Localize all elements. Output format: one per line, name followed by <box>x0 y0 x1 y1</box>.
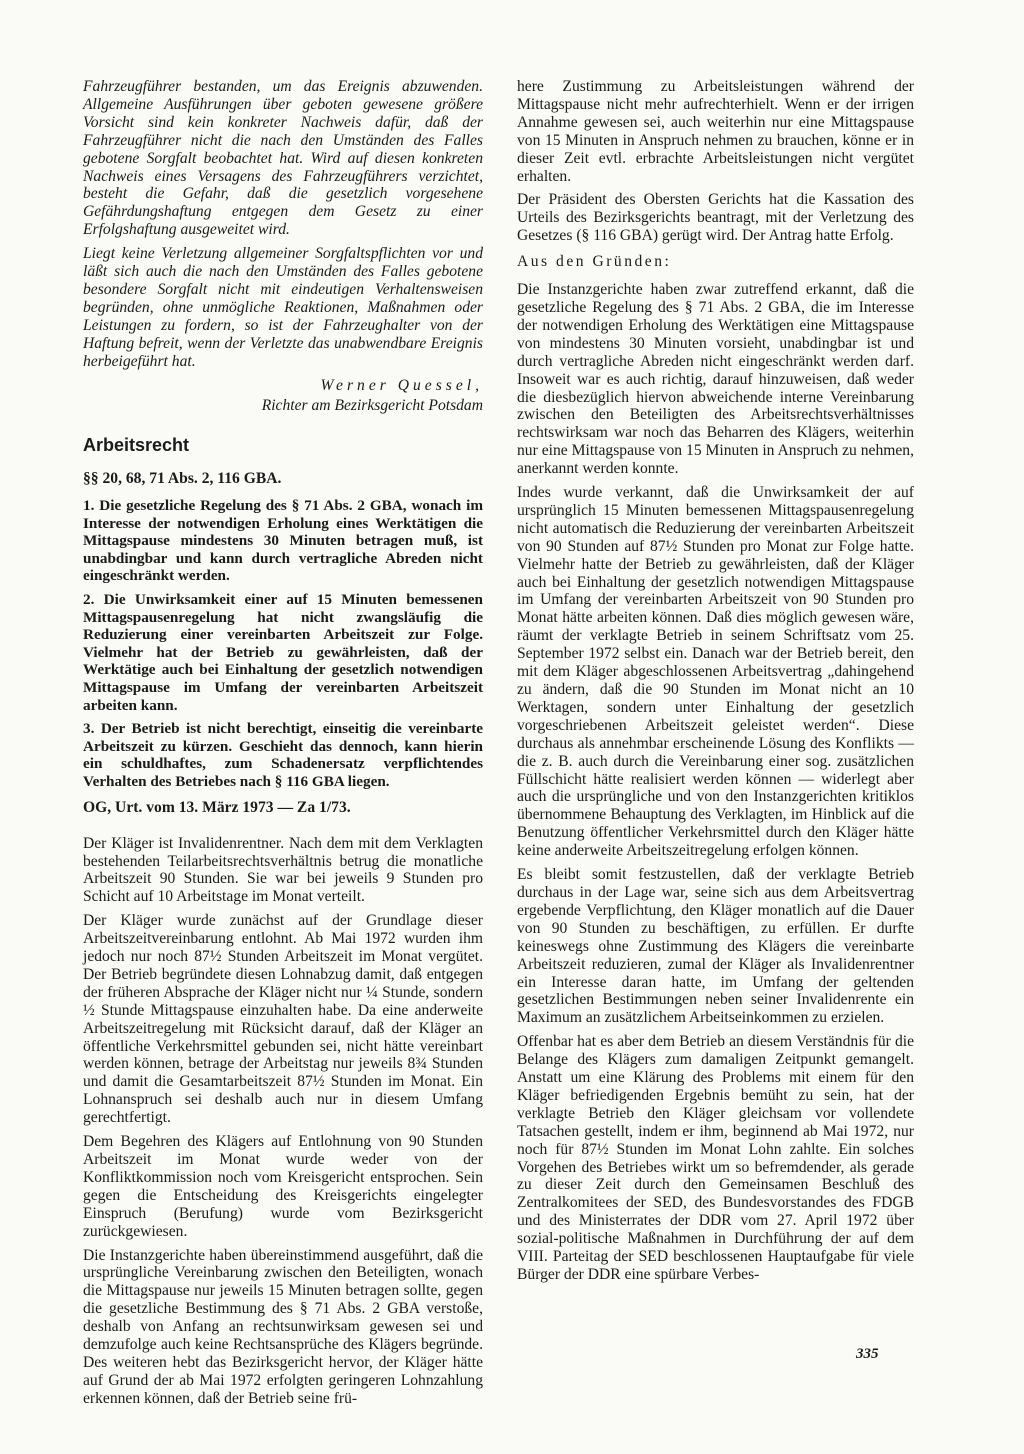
body-paragraph: Der Kläger wurde zunächst auf der Grundlage dieser Arbeitszeitvereinbarung entlohnt. Ab Mai 1972 wurden ihm jedoch nur noch 87½ Stunden Arbeitszeit im Monat vergütet. Der Betrieb begründete diesen Lohnabzug damit, daß entgegen der früheren Absprache der Kläger nicht nur ¼ Stunde, sondern ½ Stunde Mittagspause einzuhalten habe. Da eine anderweite Arbeitszeitregelung mit Rücksicht darauf, daß der Kläger an öffentliche Verkehrsmittel gebunden sei, nicht hätte vereinbart werden können, betrage der Arbeitstag nur jeweils 8¾ Stunden und damit die Gesamtarbeitszeit 87½ Stunden im Monat. Ein Lohnanspruch sei deshalb auch nur in diesem Umfang gerechtfertigt. <box>83 912 483 1127</box>
headnotes <box>83 470 483 791</box>
author-name-text: Werner Quessel, <box>320 376 483 394</box>
headnote-item: 1. Die gesetzliche Regelung des § 71 Abs. 2 GBA, wonach im Interesse der notwendigen Erholung eines Werktätigen die Mittagspause mindestens 30 Minuten betragen muß, ist unabdingbar und kann durch vertragliche Abreden nicht eingeschränkt werden. <box>83 497 483 585</box>
body-paragraph: Offenbar hat es aber dem Betrieb an diesem Verständnis für die Belange des Klägers zum damaligen Zeitpunkt gemangelt. Anstatt um eine Klärung des Problems mit einem für den Kläger befriedigenden Ergebnis bemüht zu sein, hat der verklagte Betrieb den Kläger gleichsam vor vollendete Tatsachen gestellt, indem er ihm, beginnend ab Mai 1972, nur noch für 87½ Stunden im Monat Lohn zahlte. Ein solches Vorgehen des Betriebes wirkt um so befremdender, als gerade zu dieser Zeit durch den Gemeinsamen Beschluß des Zentralkomitees der SED, des Bundesvorstandes des FDGB und des Ministerrates der DDR vom 27. April 1972 über sozial-politische Maßnahmen in Durchführung der auf dem VIII. Parteitag der SED beschlossenen Hauptaufgabe für viele Bürger der DDR eine spürbare Verbes- <box>517 1033 914 1283</box>
author-title: Richter am Bezirksgericht Potsdam <box>261 396 483 414</box>
body-paragraph: Dem Begehren des Klägers auf Entlohnung von 90 Stunden Arbeitszeit im Monat wurde weder von der Konfliktkommission noch vom Kreisgericht entsprochen. Sein gegen die Entscheidung des Kreisgerichts eingelegter Einspruch (Berufung) wurde vom Bezirksgericht zurückgewiesen. <box>83 1133 483 1240</box>
right-column <box>517 78 914 1290</box>
body-paragraph: Die Instanzgerichte haben übereinstimmend ausgeführt, daß die ursprüngliche Vereinbarung zwischen den Beteiligten, wonach die Mittagspause nur jeweils 15 Minuten betragen sollte, gegen die gesetzliche Bestimmung des § 71 Abs. 2 GBA verstoße, deshalb von Anfang an rechtsunwirksam gewesen sei und demzufolge auch keine Rechtsansprüche des Klägers begründe. Des weiteren hebt das Bezirksgericht hervor, der Kläger hätte auf Grund der ab Mai 1972 erfolgten geringeren Lohnzahlung erkennen können, daß der Betrieb seine frü- <box>83 1246 483 1407</box>
law-reference: §§ 20, 68, 71 Abs. 2, 116 GBA. <box>83 469 282 487</box>
body-paragraph: here Zustimmung zu Arbeitsleistungen während der Mittagspause nicht mehr aufrechterhielt. Wenn er der irrigen Annahme gewesen sei, auch weiterhin nur eine Mittagspause von 15 Minuten in Anspruch nehmen zu brauchen, könne er in dieser Zeit evtl. erbrachte Arbeitsleistungen nicht vergütet erhalten. <box>517 78 914 185</box>
commentary-paragraph: Fahrzeugführer bestanden, um das Ereignis abzuwenden. Allgemeine Ausführungen über geboten gewesene größere Vorsicht sind kein konkreter Nachweis dafür, daß der Fahrzeugführer nicht die nach den Umständen des Falles gebotene Sorgfalt beobachtet hat. Wird auf diesen konkreten Nachweis eines Versagens des Fahrzeugführers verzichtet, besteht die Gefahr, daß die gesetzlich vorgesehene Gefährdungshaftung entgegen dem Gesetz zu einer Erfolgshaftung ausgeweitet wird. <box>83 78 483 239</box>
left-column <box>83 78 483 1414</box>
headnote-item: 2. Die Unwirksamkeit einer auf 15 Minuten bemessenen Mittagspausenregelung hat nicht zwangsläufig die Reduzierung einer vereinbarten Arbeitszeit zur Folge. Vielmehr hat der Betrieb zu gewährleisten, daß der Werktätige auch bei Einhaltung der gesetzlich notwendigen Mittagspause im Umfang der vereinbarten Arbeitszeit arbeiten kann. <box>83 591 483 714</box>
grounds-heading: Aus den Gründen: <box>517 253 672 271</box>
headnote-item: 3. Der Betrieb ist nicht berechtigt, einseitig die vereinbarte Arbeitszeit zu kürzen. Geschieht das dennoch, kann hierin ein schuldhaftes, zum Schadenersatz verpflichtendes Verhalten des Betriebes nach § 116 GBA liegen. <box>83 720 483 790</box>
body-paragraph: Der Präsident des Obersten Gerichts hat die Kassation des Urteils des Bezirksgerichts beantragt, mit der Verletzung des Gesetzes (§ 116 GBA) gerügt wird. Der Antrag hatte Erfolg. <box>517 191 914 245</box>
author-name <box>83 377 483 395</box>
commentary-paragraph: Liegt keine Verletzung allgemeiner Sorgfaltspflichten vor und läßt sich auch die nach den Umständen des Falles gebotene besondere Sorgfalt nicht mit eindeutigen Verhaltensweisen begründen, ohne unmögliche Reaktionen, Maßnahmen oder Leistungen zu fordern, so ist der Fahrzeughalter von der Haftung befreit, wenn der Verletzte das unabwendbare Ereignis herbeigeführt hat. <box>83 245 483 370</box>
body-paragraph: Indes wurde verkannt, daß die Unwirksamkeit der auf ursprünglich 15 Minuten bemessenen Mittagspausenregelung nicht automatisch die Reduzierung der vereinbarten Arbeitszeit von 90 Stunden auf 87½ Stunden pro Monat zur Folge hatte. Vielmehr hatte der Betrieb zu gewährleisten, daß der Kläger auch bei Einhaltung der gesetzlich notwendigen Mittagspause im Umfang der vereinbarten Arbeitszeit von 90 Stunden pro Monat hätte arbeiten können. Daß dies möglich gewesen wäre, räumt der verklagte Betrieb in seinem Schriftsatz vom 25. September 1972 selbst ein. Danach war der Betrieb bereit, den mit dem Kläger abgeschlossenen Arbeitsvertrag „dahingehend zu ändern, daß die 90 Stunden im Monat nicht an 10 Werktagen, sondern unter Einhaltung der gesetzlich vorgeschriebenen Arbeitszeit geleistet werden“. Diese durchaus als annehmbar erscheinende Lösung des Konflikts — die z. B. auch durch die Vereinbarung einer sog. zusätzlichen Füllschicht hätte realisiert werden können — widerlegt aber auch die ursprüngliche und von den Instanzgerichten kritiklos übernommene Behauptung des Verklagten, im Hinblick auf die Benutzung öffentlicher Verkehrsmittel durch den Kläger hätte keine anderweite Arbeitszeitregelung erfolgen können. <box>517 484 914 860</box>
body-paragraph: Es bleibt somit festzustellen, daß der verklagte Betrieb durchaus in der Lage war, seine sich aus dem Arbeitsvertrag ergebende Verpflichtung, den Kläger monatlich auf die Dauer von 90 Stunden zu beschäftigen, zu erfüllen. Er durfte keineswegs ohne Zustimmung des Klägers die vereinbarte Arbeitszeit reduzieren, zumal der Kläger als Invalidenrentner ein Interesse daran hatte, im Umfang der geltenden gesetzlichen Bestimmungen neben seiner Invalidenrente ein Maximum an zusätzlichem Arbeitseinkommen zu erzielen. <box>517 866 914 1027</box>
section-heading: Arbeitsrecht <box>83 434 190 455</box>
body-paragraph: Die Instanzgerichte haben zwar zutreffend erkannt, daß die gesetzliche Regelung des § 71 Abs. 2 GBA, die im Interesse der notwendigen Erholung des Werktätigen eine Mittagspause von mindestens 30 Minuten vorsieht, unabdingbar ist und durch vertragliche Abreden nicht eingeschränkt werden darf. Insoweit war es auch richtig, darauf hinzuweisen, daß weder die diesbezüglich hiervon abweichende interne Vereinbarung zwischen den Beteiligten des Arbeitsrechtsverhältnisses rechtswirksam war noch das Beharren des Klägers, weiterhin nur eine Mittagspause von 15 Minuten in Anspruch zu nehmen, anerkannt werden konnte. <box>517 281 914 478</box>
decision-reference: OG, Urt. vom 13. März 1973 — Za 1/73. <box>83 798 351 816</box>
page-number: 335 <box>856 1346 879 1362</box>
body-paragraph: Der Kläger ist Invalidenrentner. Nach dem mit dem Verklagten bestehenden Teilarbeitsrechtsverhältnis betrug die monatliche Arbeitszeit 90 Stunden. Sie war bei jeweils 9 Stunden pro Schicht auf 10 Arbeitstage im Monat verteilt. <box>83 834 483 906</box>
